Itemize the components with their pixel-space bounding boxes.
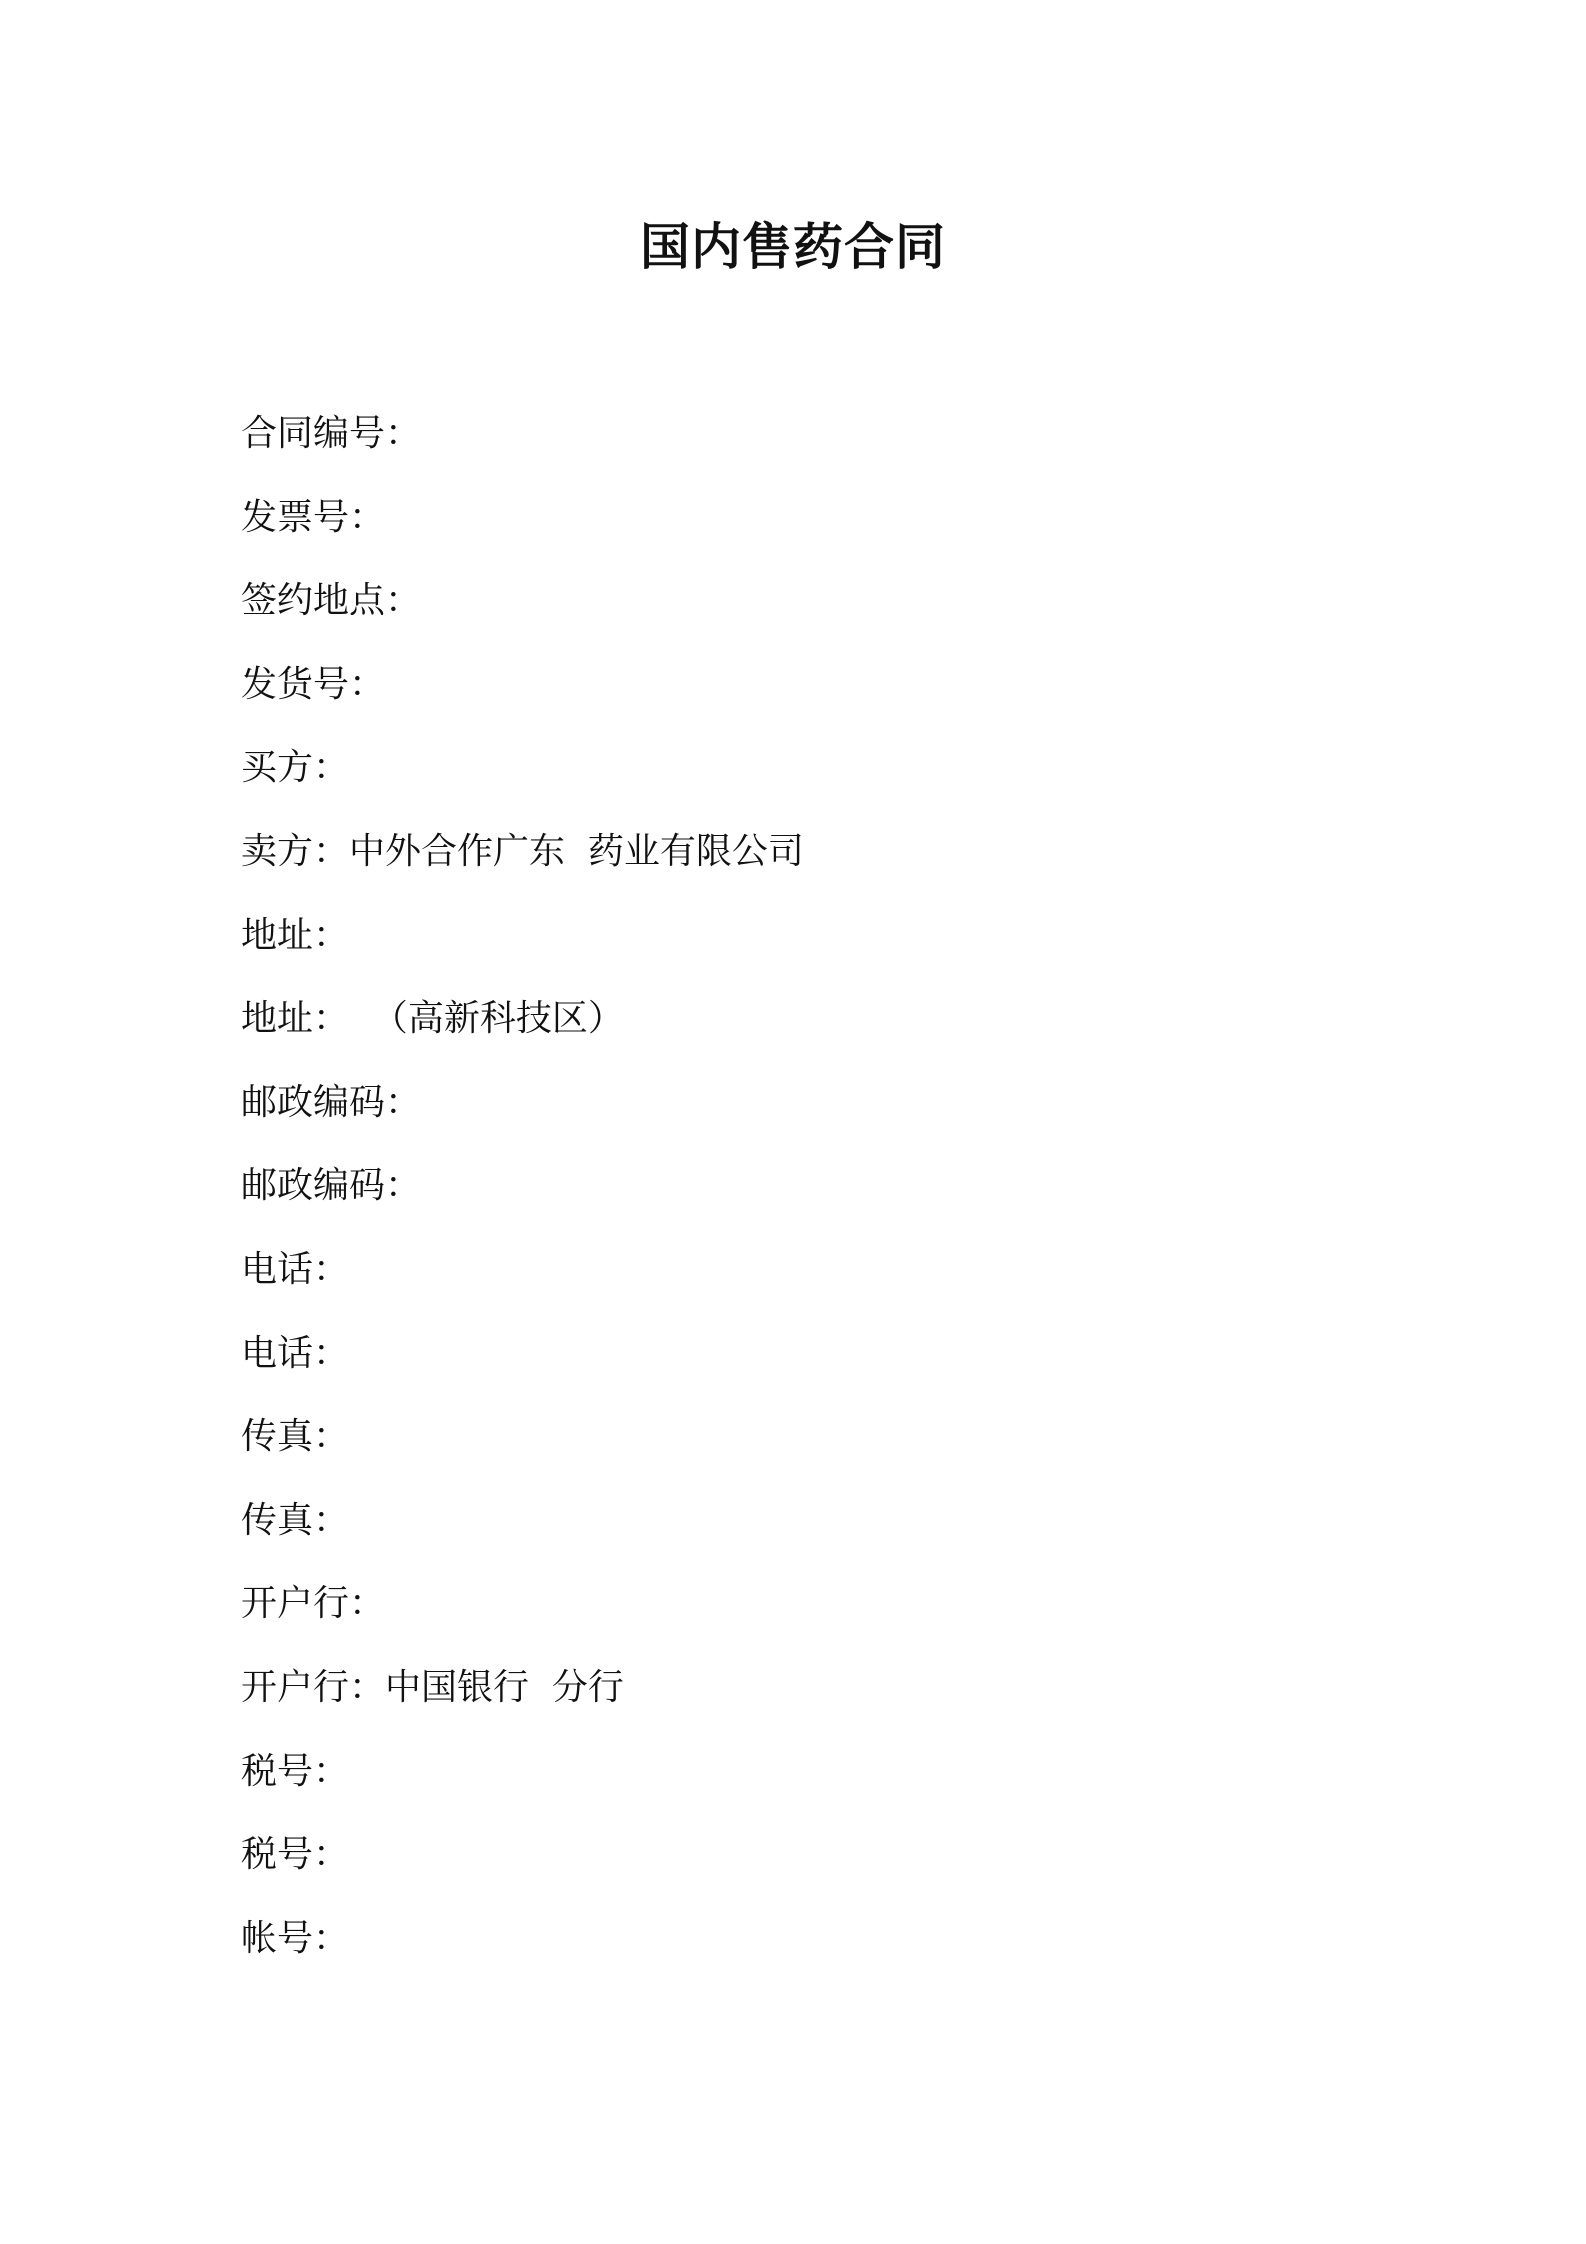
field-buyer-postcode [241,1073,1441,1157]
field-label: 地址： [241,914,350,956]
field-label: 邮政编码： [241,1165,422,1207]
field-label: 帐号： [241,1917,350,1959]
field-buyer-address [241,906,1441,990]
field-label: 开户行： [241,1583,386,1625]
field-label: 买方： [241,747,350,789]
field-seller-tax-number [241,1825,1441,1909]
field-signing-place [241,571,1441,655]
field-label: 地址： [241,998,350,1040]
field-label: 电话： [241,1332,350,1374]
field-seller-bank [241,1658,1441,1742]
field-label: 签约地点： [241,580,422,622]
field-value: （高新科技区） [349,998,624,1040]
field-seller-postcode [241,1156,1441,1240]
field-buyer-phone [241,1240,1441,1324]
field-label: 税号： [241,1750,350,1792]
field-buyer-fax [241,1407,1441,1491]
field-label: 电话： [241,1248,350,1290]
field-label: 开户行： [241,1666,386,1708]
field-value: 中国银行 分行 [385,1666,624,1708]
document-title: 国内售药合同 [640,218,946,276]
field-label: 发票号： [241,496,386,538]
field-shipment-number [241,655,1441,739]
field-seller-fax [241,1491,1441,1575]
field-label: 发货号： [241,663,386,705]
field-buyer-tax-number [241,1742,1441,1826]
field-seller [241,822,1441,906]
field-label: 卖方： [241,830,350,872]
field-label: 邮政编码： [241,1081,422,1123]
contract-fields [241,404,1441,1992]
field-seller-address [241,989,1441,1073]
field-label: 传真： [241,1499,350,1541]
field-value: 中外合作广东 药业有限公司 [349,830,804,872]
field-label: 传真： [241,1416,350,1458]
field-buyer-bank [241,1574,1441,1658]
field-account-number [241,1909,1441,1993]
field-buyer [241,738,1441,822]
field-label: 合同编号： [241,413,422,454]
field-contract-number [241,404,1441,488]
field-label: 税号： [241,1834,350,1876]
field-seller-phone [241,1324,1441,1408]
field-invoice-number [241,488,1441,572]
